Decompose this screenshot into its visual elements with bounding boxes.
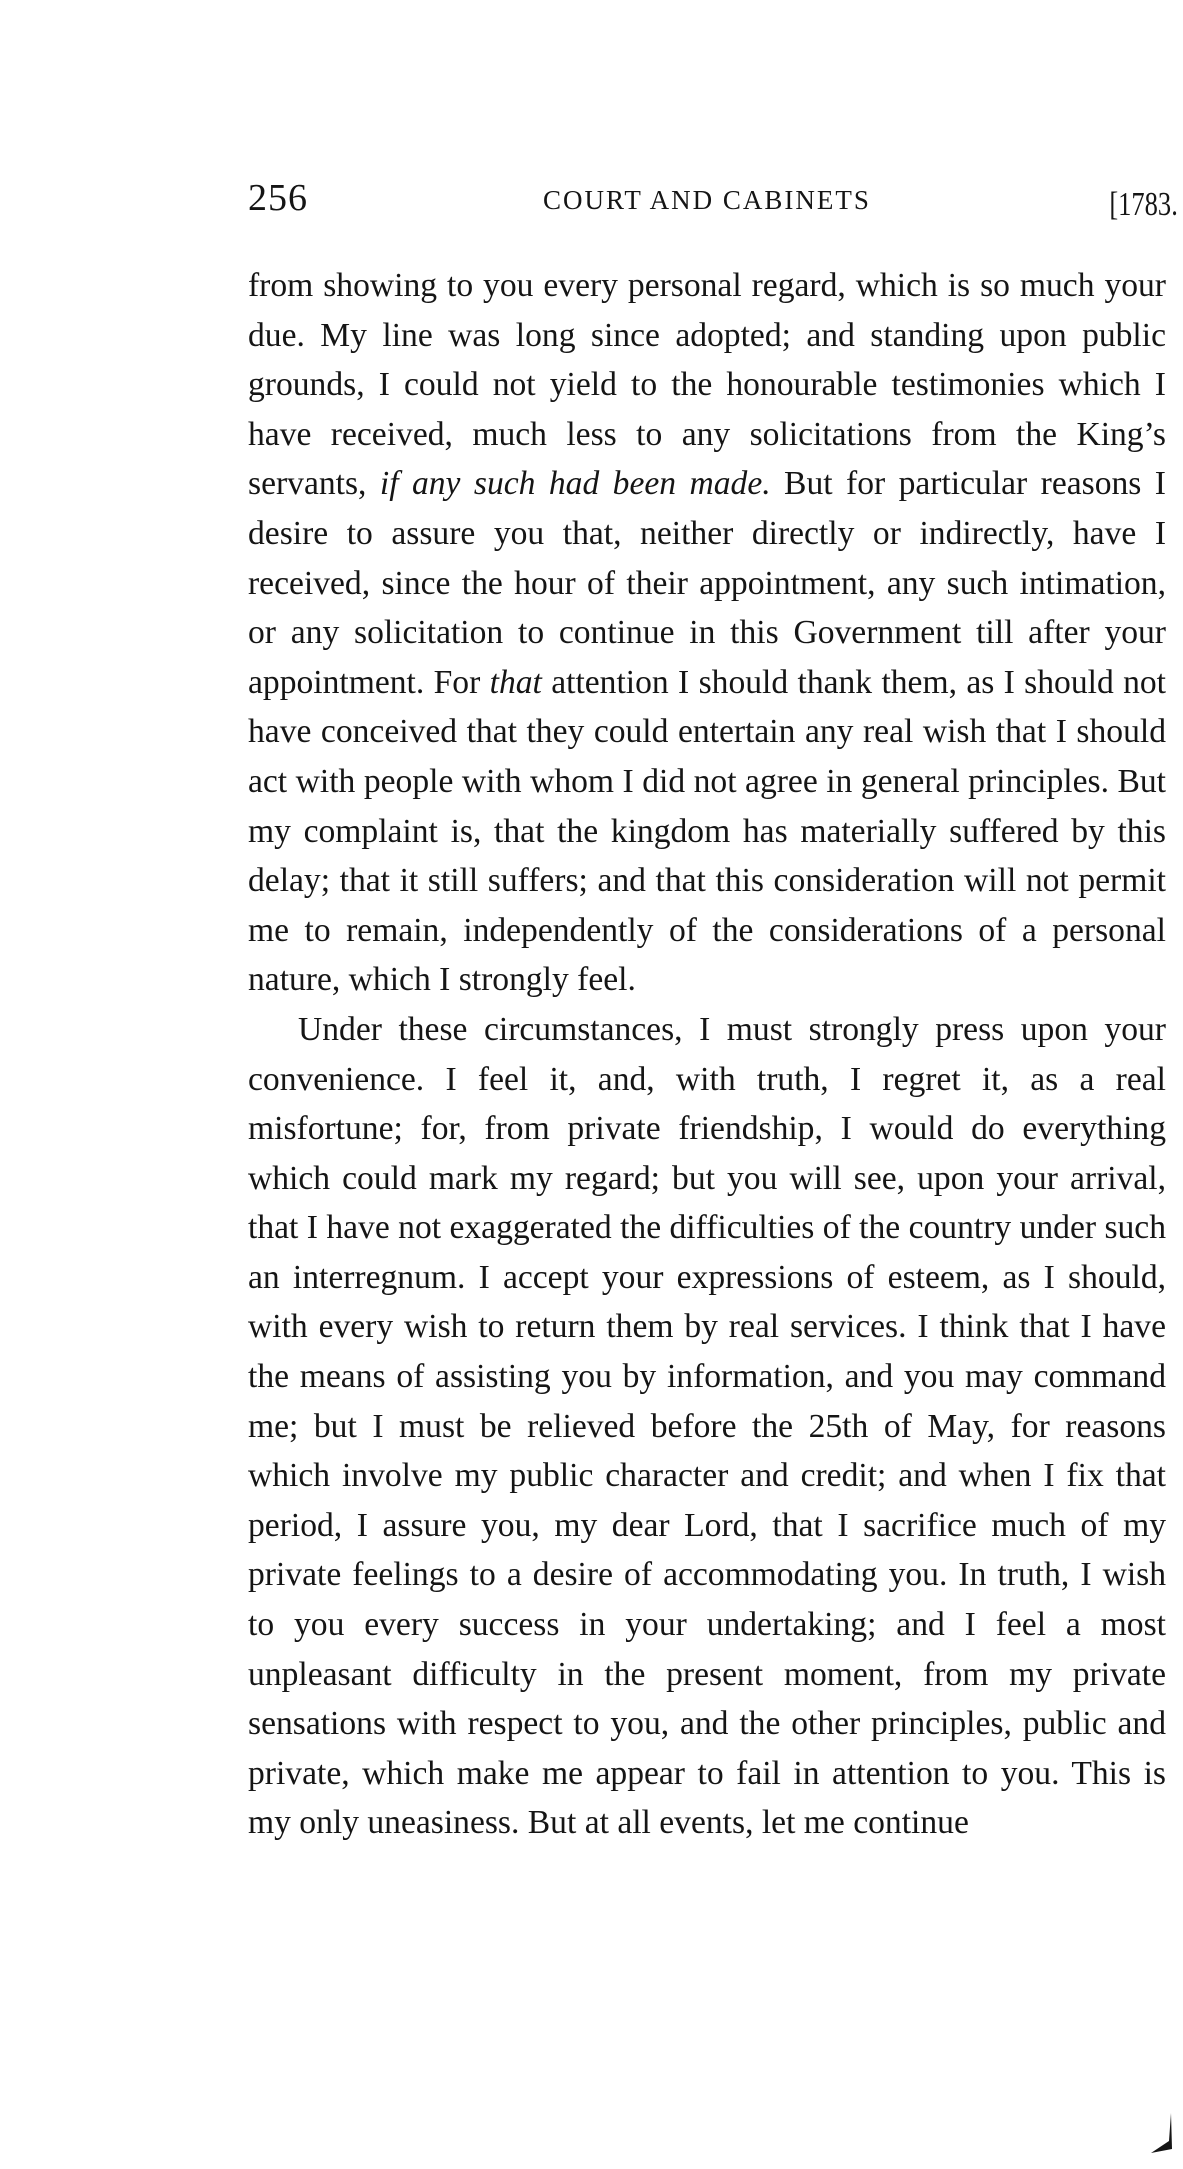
- italic-span: if any such had been made.: [379, 465, 771, 503]
- text-span: But for particular reasons I desire to assure you that, neither directly or indirectly, have I received, since the hour of their appointment, any such intimation, or any solicitation to continue in this Government till after your appointment. For: [248, 465, 1166, 701]
- page-corner-mark: [1147, 2111, 1175, 2155]
- year-marker: [1783.: [1109, 186, 1178, 223]
- paragraph-1: [248, 261, 1166, 1005]
- page-number: 256: [248, 177, 308, 219]
- text-span: attention I should thank them, as I should not have conceived that they could entertain any real wish that I should act with people with whom I did not agree in general principles. But my complaint is, that the kingdom has materially suffered by this delay; that it still suffers; and that this consideration will not permit me to remain, independently of the considerations of a personal nature, which I strongly feel.: [248, 663, 1166, 999]
- body-text: [248, 261, 1166, 1848]
- text-span: Under these circumstances, I must strongly press upon your convenience. I feel it, and, with truth, I regret it, as a real misfortune; for, from private friendship, I would do everything which could mark my regard; but you will see, upon your arrival, that I have not exaggerated the difficulties of the country under such an interregnum. I accept your expressions of esteem, as I should, with every wish to return them by real services. I think that I have the means of assisting you by information, and you may command me; but I must be relieved before the 25th of May, for reasons which involve my public character and credit; and when I fix that period, I assure you, my dear Lord, that I sacrifice much of my private feelings to a desire of accommodating you. In truth, I wish to you every success in your undertaking; and I feel a most unpleasant difficulty in the present moment, from my private sensations with respect to you, and the other principles, public and private, which make me appear to fail in attention to you. This is my only uneasiness. But at all events, let me continue: [248, 1010, 1166, 1842]
- page-header: [248, 176, 1180, 226]
- paragraph-2: [248, 1005, 1166, 1848]
- italic-span: that: [489, 663, 542, 701]
- text-span: from showing to you every personal regard, which is so much your due. My line was long since adopted; and standing upon public grounds, I could not yield to the honourable testimonies which I have received, much less to any solicitations from the King’s servants,: [248, 267, 1166, 503]
- running-title: COURT AND CABINETS: [543, 185, 871, 215]
